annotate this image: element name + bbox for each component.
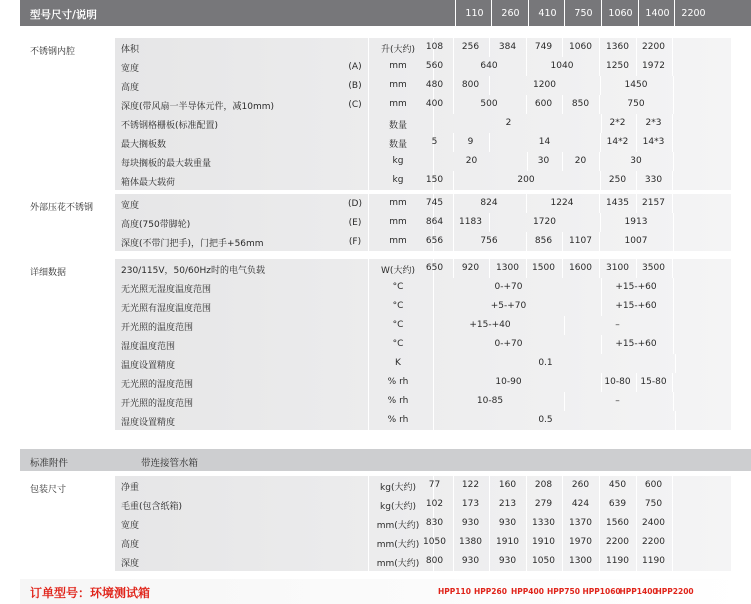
value-cell: 330: [644, 175, 663, 185]
header-divider: [601, 0, 602, 26]
row-label: 温度设置精度: [121, 361, 176, 371]
header-divider: [491, 0, 492, 26]
row-unit: mm: [389, 99, 407, 109]
row-code: (C): [348, 100, 362, 110]
table-row: [115, 114, 731, 133]
table-row: [115, 335, 731, 354]
cell-divider: [673, 76, 674, 95]
row-unit: mm(大约): [376, 521, 420, 531]
value-cell: 1050: [532, 556, 555, 566]
table-row: [115, 354, 731, 373]
value-cell: 77: [428, 480, 441, 490]
value-cell: –: [615, 320, 620, 330]
cell-divider: [672, 259, 673, 278]
value-cell: 384: [498, 42, 517, 52]
value-cell: 160: [498, 480, 517, 490]
table-row: [115, 259, 731, 278]
row-unit: % rh: [387, 415, 409, 425]
cell-divider: [673, 152, 674, 171]
value-cell: 150: [425, 175, 444, 185]
value-cell: 424: [571, 499, 590, 509]
cell-divider: [673, 95, 674, 114]
header-title: 型号尺寸/说明: [30, 9, 97, 21]
cell-divider: [672, 533, 673, 552]
table-row: [115, 514, 731, 533]
cell-divider: [673, 392, 674, 411]
value-cell: 1107: [569, 236, 592, 246]
cell-divider: [672, 373, 673, 392]
column-divider: [368, 194, 369, 213]
value-cell: 1500: [532, 263, 555, 273]
value-cell: 2200: [606, 537, 629, 547]
row-unit: kg: [392, 175, 404, 185]
table-header: [20, 0, 751, 26]
value-cell: +15-+60: [615, 339, 657, 349]
value-cell: 3100: [606, 263, 629, 273]
value-cell: 2*3: [645, 118, 662, 128]
row-label: 高度: [121, 540, 140, 550]
cell-divider: [672, 114, 673, 133]
value-cell: 1435: [606, 198, 629, 208]
row-unit: °C: [392, 282, 404, 292]
cell-divider: [672, 57, 673, 76]
value-cell: 1040: [550, 61, 574, 71]
row-label: 无光照无湿度温度范围: [121, 285, 212, 295]
value-cell: 10-85: [476, 396, 504, 406]
value-cell: 656: [425, 236, 444, 246]
table-row: [115, 552, 731, 571]
value-cell: 639: [608, 499, 627, 509]
order-model-HPP260: HPP260: [474, 587, 507, 596]
cell-divider: [672, 476, 673, 495]
section-category: 详细数据: [30, 268, 67, 278]
order-model-HPP2200: HPP2200: [655, 587, 694, 596]
row-code: (E): [348, 218, 362, 228]
cell-divider: [672, 171, 673, 190]
value-cell: 2400: [642, 518, 665, 528]
order-model-HPP1400: HPP1400: [619, 587, 658, 596]
order-model-HPP750: HPP750: [547, 587, 580, 596]
row-unit: mm: [389, 217, 407, 227]
table-row: [115, 171, 731, 190]
value-cell: 2: [505, 118, 512, 128]
table-row: [115, 316, 731, 335]
value-cell: 400: [425, 99, 444, 109]
order-label: 订单型号：环境测试箱: [30, 586, 151, 600]
value-cell: 2200: [642, 42, 665, 52]
value-cell: 745: [425, 198, 444, 208]
header-model-410: 410: [538, 8, 557, 19]
column-divider: [368, 278, 369, 297]
value-cell: 1450: [624, 80, 648, 90]
value-cell: 800: [461, 80, 480, 90]
column-divider: [368, 373, 369, 392]
value-cell: 920: [461, 263, 480, 273]
row-unit: °C: [392, 339, 404, 349]
header-divider: [564, 0, 565, 26]
value-cell: 750: [627, 99, 645, 109]
column-divider: [368, 533, 369, 552]
row-label: 深度(带风扇一半导体元件，减10mm): [121, 102, 275, 112]
column-divider: [368, 152, 369, 171]
value-cell: 20: [574, 156, 587, 166]
value-cell: 250: [608, 175, 627, 185]
row-unit: W(大约): [381, 266, 415, 276]
value-cell: 1060: [569, 42, 592, 52]
row-label: 宽度: [121, 64, 140, 74]
value-cell: 0.1: [538, 358, 553, 368]
accessory-bar: [20, 449, 751, 471]
row-unit: % rh: [387, 396, 409, 406]
value-cell: 1970: [569, 537, 592, 547]
row-unit: mm: [389, 198, 407, 208]
column-divider: [368, 171, 369, 190]
value-cell: 1250: [606, 61, 629, 71]
row-unit: 数量: [388, 140, 407, 150]
row-label: 宽度: [121, 521, 140, 531]
cell-divider: [673, 316, 674, 335]
row-label: 高度(750带脚轮): [121, 220, 191, 230]
table-row: [115, 297, 731, 316]
section-category: 外部压花不锈钢: [30, 203, 94, 213]
row-label: 每块搁板的最大载重量: [121, 159, 212, 169]
row-unit: kg: [392, 156, 404, 166]
value-cell: 1050: [423, 537, 446, 547]
column-divider: [368, 133, 369, 152]
value-cell: 500: [480, 99, 498, 109]
value-cell: 1600: [569, 263, 592, 273]
row-label: 高度: [121, 83, 140, 93]
value-cell: 930: [461, 556, 480, 566]
value-cell: 30: [537, 156, 550, 166]
value-cell: 213: [498, 499, 517, 509]
cell-divider: [672, 133, 673, 152]
row-unit: mm: [389, 236, 407, 246]
value-cell: 480: [425, 80, 444, 90]
value-cell: 1190: [642, 556, 665, 566]
value-cell: 0-+70: [494, 282, 523, 292]
value-cell: 824: [480, 198, 498, 208]
column-divider: [368, 232, 369, 251]
value-cell: 749: [534, 42, 553, 52]
value-cell: –: [615, 396, 620, 406]
order-model-HPP400: HPP400: [511, 587, 544, 596]
value-cell: 1224: [550, 198, 574, 208]
cell-divider: [673, 297, 674, 316]
value-cell: 1330: [532, 518, 555, 528]
table-row: [115, 38, 731, 57]
row-code: (A): [348, 62, 362, 72]
order-model-row: [20, 579, 751, 604]
column-divider: [368, 411, 369, 430]
value-cell: 1910: [532, 537, 555, 547]
column-divider: [368, 354, 369, 373]
value-cell: 20: [465, 156, 478, 166]
row-code: (D): [348, 199, 362, 209]
row-code: (B): [348, 81, 362, 91]
column-divider: [368, 476, 369, 495]
header-divider: [455, 0, 456, 26]
value-cell: 10-90: [495, 377, 522, 387]
table-row: [115, 373, 731, 392]
value-cell: 756: [480, 236, 498, 246]
column-divider: [368, 392, 369, 411]
section-category: 不锈钢内腔: [30, 47, 76, 57]
column-divider: [368, 213, 369, 232]
order-model-HPP110: HPP110: [438, 587, 471, 596]
value-cell: +15-+40: [469, 320, 511, 330]
row-label: 体积: [121, 45, 140, 55]
row-label: 箱体最大载荷: [121, 178, 176, 188]
column-divider: [368, 259, 369, 278]
value-cell: 1007: [624, 236, 648, 246]
value-cell: 864: [425, 217, 444, 227]
value-cell: 14*2: [606, 137, 629, 147]
header-model-260: 260: [501, 8, 520, 19]
column-divider: [368, 316, 369, 335]
row-unit: 升(大约): [380, 45, 416, 55]
table-row: [115, 133, 731, 152]
row-unit: mm: [389, 80, 407, 90]
cell-divider: [672, 38, 673, 57]
value-cell: 750: [644, 499, 663, 509]
table-row: [115, 76, 731, 95]
row-unit: 数量: [388, 121, 407, 131]
cell-divider: [675, 411, 676, 430]
column-divider: [368, 38, 369, 57]
column-divider: [368, 495, 369, 514]
value-cell: 600: [644, 480, 663, 490]
row-unit: mm(大约): [376, 540, 420, 550]
row-code: (F): [348, 237, 362, 247]
row-label: 宽度: [121, 201, 140, 211]
cell-divider: [673, 278, 674, 297]
column-divider: [368, 57, 369, 76]
header-divider: [674, 0, 675, 26]
value-cell: 279: [534, 499, 553, 509]
value-cell: 1913: [624, 217, 648, 227]
value-cell: 1200: [533, 80, 556, 90]
value-cell: 856: [534, 236, 553, 246]
value-cell: 208: [534, 480, 553, 490]
table-row: [115, 411, 731, 430]
value-cell: 450: [608, 480, 627, 490]
value-cell: 650: [425, 263, 444, 273]
table-row: [115, 392, 731, 411]
value-cell: 1190: [606, 556, 629, 566]
header-model-1400: 1400: [645, 8, 670, 19]
header-divider: [528, 0, 529, 26]
value-cell: +15-+60: [615, 282, 657, 292]
value-cell: 1300: [496, 263, 519, 273]
table-row: [115, 476, 731, 495]
value-cell: 5: [431, 137, 438, 147]
row-label: 湿度设置精度: [121, 418, 176, 428]
cell-divider: [672, 194, 673, 213]
table-row: [115, 495, 731, 514]
header-model-750: 750: [574, 8, 593, 19]
accessory-label: 标准附件: [30, 458, 69, 469]
value-cell: 256: [461, 42, 480, 52]
row-label: 开光照的温度范围: [121, 323, 194, 333]
value-cell: 14*3: [642, 137, 665, 147]
value-cell: 173: [461, 499, 480, 509]
header-model-1060: 1060: [608, 8, 633, 19]
row-label: 230/115V，50/60Hz时的电气负载: [121, 266, 265, 276]
row-unit: mm(大约): [376, 559, 420, 569]
value-cell: +15-+60: [615, 301, 657, 311]
table-row: [115, 57, 731, 76]
table-row: [115, 194, 731, 213]
value-cell: 102: [425, 499, 444, 509]
value-cell: 930: [498, 556, 517, 566]
row-unit: K: [395, 358, 401, 368]
value-cell: +5-+70: [490, 301, 527, 311]
value-cell: 10-80: [604, 377, 631, 387]
table-row: [115, 533, 731, 552]
value-cell: 1370: [569, 518, 592, 528]
value-cell: 640: [480, 61, 498, 71]
value-cell: 30: [630, 156, 642, 166]
value-cell: 0-+70: [494, 339, 523, 349]
row-unit: °C: [392, 301, 404, 311]
table-row: [115, 95, 731, 114]
value-cell: 930: [498, 518, 517, 528]
value-cell: 200: [517, 175, 535, 185]
row-label: 无光照有湿度温度范围: [121, 304, 212, 314]
table-row: [115, 278, 731, 297]
value-cell: 15-80: [640, 377, 667, 387]
cell-divider: [672, 495, 673, 514]
cell-divider: [673, 213, 674, 232]
row-label: 深度: [121, 559, 140, 569]
value-cell: 1910: [496, 537, 519, 547]
value-cell: 2157: [642, 198, 665, 208]
column-divider: [368, 335, 369, 354]
value-cell: 1560: [606, 518, 629, 528]
row-label: 深度(不带门把手)，门把手+56mm: [121, 239, 264, 249]
cell-divider: [673, 335, 674, 354]
column-divider: [368, 552, 369, 571]
accessory-value: 带连接管水箱: [141, 458, 199, 469]
value-cell: 14: [538, 137, 551, 147]
value-cell: 0.5: [538, 415, 553, 425]
column-divider: [368, 114, 369, 133]
section-category: 包装尺寸: [30, 485, 67, 495]
header-divider: [638, 0, 639, 26]
value-cell: 1972: [642, 61, 665, 71]
value-cell: 122: [461, 480, 480, 490]
value-cell: 1183: [459, 217, 482, 227]
value-cell: 2*2: [609, 118, 626, 128]
row-unit: kg(大约): [380, 502, 416, 512]
cell-divider: [673, 232, 674, 251]
table-row: [115, 213, 731, 232]
value-cell: 9: [467, 137, 474, 147]
row-label: 毛重(包含纸箱): [121, 502, 183, 512]
value-cell: 930: [461, 518, 480, 528]
value-cell: 108: [425, 42, 444, 52]
row-label: 湿度温度范围: [121, 342, 176, 352]
value-cell: 600: [534, 99, 553, 109]
cell-divider: [672, 552, 673, 571]
value-cell: 560: [425, 61, 444, 71]
cell-divider: [672, 514, 673, 533]
value-cell: 1720: [533, 217, 556, 227]
row-label: 无光照的湿度范围: [121, 380, 194, 390]
value-cell: 830: [425, 518, 444, 528]
row-unit: kg(大约): [380, 483, 416, 493]
column-divider: [368, 76, 369, 95]
header-model-110: 110: [465, 8, 484, 19]
value-cell: 2200: [642, 537, 665, 547]
value-cell: 3500: [642, 263, 665, 273]
value-cell: 1380: [459, 537, 482, 547]
column-divider: [368, 514, 369, 533]
row-unit: % rh: [387, 377, 409, 387]
header-model-2200: 2200: [681, 8, 706, 19]
column-divider: [368, 95, 369, 114]
value-cell: 1360: [606, 42, 629, 52]
cell-divider: [675, 354, 676, 373]
value-cell: 1300: [569, 556, 592, 566]
row-label: 不锈钢格栅板(标准配置): [121, 121, 219, 131]
row-label: 开光照的湿度范围: [121, 399, 194, 409]
row-unit: °C: [392, 320, 404, 330]
row-unit: mm: [389, 61, 407, 71]
value-cell: 260: [571, 480, 590, 490]
row-label: 最大搁板数: [121, 140, 167, 150]
row-label: 净重: [121, 483, 140, 493]
column-divider: [368, 297, 369, 316]
table-row: [115, 152, 731, 171]
table-row: [115, 232, 731, 251]
value-cell: 850: [571, 99, 590, 109]
order-model-HPP1060: HPP1060: [582, 587, 621, 596]
value-cell: 800: [425, 556, 444, 566]
